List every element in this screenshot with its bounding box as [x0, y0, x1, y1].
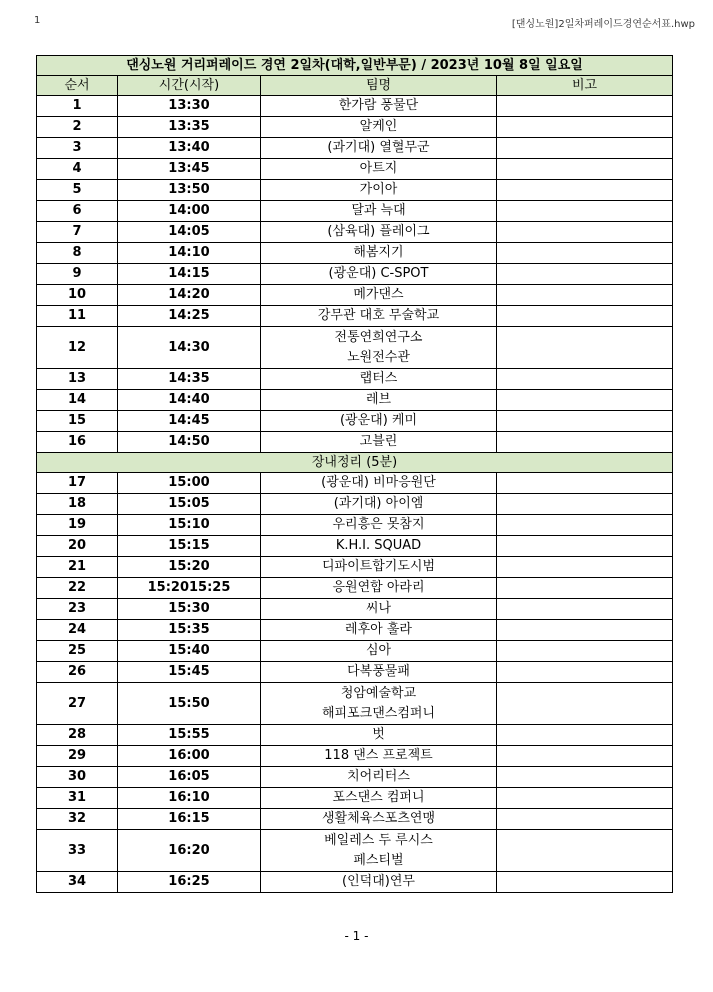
team-name: 포스댄스 컴퍼니 — [332, 790, 425, 805]
note-cell — [497, 746, 673, 767]
column-header-time: 시간(시작) — [118, 76, 261, 96]
schedule-table — [36, 55, 673, 893]
table-row — [37, 515, 673, 536]
note-cell — [497, 432, 673, 453]
team-name: 알케인 — [359, 119, 398, 134]
order-number: 15 — [37, 411, 118, 432]
start-time: 15:55 — [118, 725, 261, 746]
team-name-cell — [261, 180, 497, 201]
start-time: 15:10 — [118, 515, 261, 536]
order-number: 20 — [37, 536, 118, 557]
order-number: 10 — [37, 285, 118, 306]
table-row — [37, 159, 673, 180]
team-name: K.H.I. SQUAD — [335, 538, 422, 553]
team-name-cell — [261, 327, 497, 369]
team-name: 치어리터스 — [347, 769, 410, 784]
team-name-cell — [261, 578, 497, 599]
document-filename: [댄싱노원]2일차퍼레이드경연순서표.hwp — [511, 19, 695, 30]
team-name: 씨나 — [365, 601, 392, 616]
team-name-cell — [261, 201, 497, 222]
title-row — [37, 56, 673, 76]
column-header-note: 비고 — [497, 76, 673, 96]
table-row — [37, 411, 673, 432]
note-cell — [497, 390, 673, 411]
note-cell — [497, 578, 673, 599]
team-name-cell — [261, 557, 497, 578]
team-name-cell — [261, 746, 497, 767]
team-name: (광운대) 케미 — [339, 413, 418, 428]
team-name: 우리흥은 못참지 — [332, 517, 425, 532]
team-name: 페스티벌 — [353, 852, 404, 868]
table-row — [37, 138, 673, 159]
table-row — [37, 390, 673, 411]
team-name: (삼육대) 플레이그 — [327, 224, 430, 239]
team-name: 베일레스 두 루시스 — [324, 832, 433, 848]
note-cell — [497, 830, 673, 872]
team-name-cell — [261, 494, 497, 515]
table-row — [37, 809, 673, 830]
team-name-cell — [261, 432, 497, 453]
table-row — [37, 117, 673, 138]
team-name: 레후아 훌라 — [345, 622, 412, 637]
team-name: (과기대) 아이엠 — [333, 496, 424, 511]
column-header-team: 팀명 — [261, 76, 497, 96]
order-number: 12 — [37, 327, 118, 369]
order-number: 26 — [37, 662, 118, 683]
team-name-cell — [261, 872, 497, 893]
start-time: 13:35 — [118, 117, 261, 138]
table-row — [37, 243, 673, 264]
team-name-cell — [261, 138, 497, 159]
team-name-cell — [261, 515, 497, 536]
table-row — [37, 494, 673, 515]
start-time: 14:40 — [118, 390, 261, 411]
start-time: 16:25 — [118, 872, 261, 893]
team-name-cell — [261, 767, 497, 788]
team-name: 레브 — [365, 392, 392, 407]
note-cell — [497, 327, 673, 369]
order-number: 23 — [37, 599, 118, 620]
team-name-cell — [261, 243, 497, 264]
team-name: 벗 — [372, 727, 385, 742]
start-time: 15:30 — [118, 599, 261, 620]
note-cell — [497, 264, 673, 285]
start-time: 13:40 — [118, 138, 261, 159]
note-cell — [497, 788, 673, 809]
break-row — [37, 453, 673, 473]
team-name-cell — [261, 117, 497, 138]
team-name: 해피포크댄스컴퍼니 — [321, 705, 436, 721]
note-cell — [497, 369, 673, 390]
order-number: 22 — [37, 578, 118, 599]
table-row — [37, 578, 673, 599]
note-cell — [497, 725, 673, 746]
team-name-cell — [261, 683, 497, 725]
table-row — [37, 473, 673, 494]
order-number: 3 — [37, 138, 118, 159]
team-name: 강무관 대호 무술학교 — [317, 308, 440, 323]
order-number: 2 — [37, 117, 118, 138]
table-row — [37, 662, 673, 683]
note-cell — [497, 411, 673, 432]
column-header-row — [37, 76, 673, 96]
order-number: 19 — [37, 515, 118, 536]
team-name-cell — [261, 536, 497, 557]
team-name: 심아 — [365, 643, 392, 658]
team-name: (인덕대)연무 — [342, 874, 415, 889]
order-number: 29 — [37, 746, 118, 767]
start-time: 14:00 — [118, 201, 261, 222]
order-number: 28 — [37, 725, 118, 746]
team-name: 전통연희연구소 — [334, 329, 423, 345]
order-number: 31 — [37, 788, 118, 809]
team-name: 메가댄스 — [353, 287, 404, 302]
start-time: 14:45 — [118, 411, 261, 432]
team-name-cell — [261, 809, 497, 830]
order-number: 33 — [37, 830, 118, 872]
table-row — [37, 599, 673, 620]
table-row — [37, 432, 673, 453]
team-name-cell — [261, 473, 497, 494]
team-name-cell — [261, 96, 497, 117]
schedule-rows-part1 — [37, 96, 673, 453]
team-name: 118 댄스 프로젝트 — [324, 748, 433, 763]
start-time: 16:10 — [118, 788, 261, 809]
note-cell — [497, 683, 673, 725]
table-row — [37, 788, 673, 809]
team-name: 청암예술학교 — [340, 685, 417, 701]
team-name-cell — [261, 788, 497, 809]
order-number: 17 — [37, 473, 118, 494]
table-row — [37, 746, 673, 767]
order-number: 18 — [37, 494, 118, 515]
table-row — [37, 264, 673, 285]
team-name-cell — [261, 599, 497, 620]
start-time: 14:25 — [118, 306, 261, 327]
start-time: 13:50 — [118, 180, 261, 201]
note-cell — [497, 494, 673, 515]
note-cell — [497, 222, 673, 243]
team-name: (광운대) 비마응원단 — [321, 475, 436, 490]
order-number: 11 — [37, 306, 118, 327]
start-time: 16:20 — [118, 830, 261, 872]
table-title: 댄싱노원 거리퍼레이드 경연 2일차(대학,일반부문) / 2023년 10월 8일 일요일 — [37, 56, 673, 76]
team-name-cell — [261, 620, 497, 641]
order-number: 32 — [37, 809, 118, 830]
team-name: 가이아 — [359, 182, 398, 197]
team-name: 달과 늑대 — [351, 203, 406, 218]
team-name: 응원연합 아라리 — [332, 580, 425, 595]
order-number: 4 — [37, 159, 118, 180]
start-time: 16:05 — [118, 767, 261, 788]
note-cell — [497, 536, 673, 557]
start-time: 15:00 — [118, 473, 261, 494]
table-row — [37, 285, 673, 306]
start-time: 15:15 — [118, 536, 261, 557]
table-row — [37, 369, 673, 390]
note-cell — [497, 473, 673, 494]
table-row — [37, 201, 673, 222]
start-time: 14:15 — [118, 264, 261, 285]
order-number: 14 — [37, 390, 118, 411]
start-time: 15:50 — [118, 683, 261, 725]
start-time: 14:30 — [118, 327, 261, 369]
note-cell — [497, 599, 673, 620]
table-row — [37, 96, 673, 117]
team-name: 디파이트합기도시범 — [321, 559, 436, 574]
order-number: 8 — [37, 243, 118, 264]
note-cell — [497, 243, 673, 264]
order-number: 25 — [37, 641, 118, 662]
table-row — [37, 536, 673, 557]
order-number: 6 — [37, 201, 118, 222]
order-number: 30 — [37, 767, 118, 788]
page-footer: - 1 - — [344, 929, 369, 943]
team-name-cell — [261, 264, 497, 285]
note-cell — [497, 557, 673, 578]
start-time: 13:45 — [118, 159, 261, 180]
note-cell — [497, 620, 673, 641]
team-name: 생활체육스포츠연맹 — [321, 811, 436, 826]
start-time: 14:10 — [118, 243, 261, 264]
break-label: 장내정리 (5분) — [37, 453, 673, 473]
start-time: 15:45 — [118, 662, 261, 683]
order-number: 21 — [37, 557, 118, 578]
start-time: 13:30 — [118, 96, 261, 117]
table-row — [37, 872, 673, 893]
column-header-order: 순서 — [37, 76, 118, 96]
start-time: 14:20 — [118, 285, 261, 306]
start-time: 14:50 — [118, 432, 261, 453]
team-name: 노원전수관 — [347, 349, 410, 365]
page-number-header: 1 — [34, 15, 41, 26]
order-number: 27 — [37, 683, 118, 725]
note-cell — [497, 767, 673, 788]
order-number: 7 — [37, 222, 118, 243]
note-cell — [497, 641, 673, 662]
team-name: (과기대) 열혈무군 — [327, 140, 430, 155]
start-time: 15:2015:25 — [118, 578, 261, 599]
table-row — [37, 222, 673, 243]
note-cell — [497, 285, 673, 306]
team-name-cell — [261, 830, 497, 872]
team-name: 한가람 풍물단 — [338, 98, 419, 113]
note-cell — [497, 306, 673, 327]
team-name: 고블린 — [359, 434, 398, 449]
table-row — [37, 180, 673, 201]
team-name-cell — [261, 285, 497, 306]
team-name-cell — [261, 222, 497, 243]
table-row — [37, 767, 673, 788]
team-name-cell — [261, 369, 497, 390]
note-cell — [497, 159, 673, 180]
team-name-cell — [261, 159, 497, 180]
table-row — [37, 620, 673, 641]
team-name-cell — [261, 725, 497, 746]
order-number: 24 — [37, 620, 118, 641]
note-cell — [497, 117, 673, 138]
start-time: 15:05 — [118, 494, 261, 515]
start-time: 15:35 — [118, 620, 261, 641]
order-number: 9 — [37, 264, 118, 285]
start-time: 15:40 — [118, 641, 261, 662]
start-time: 14:05 — [118, 222, 261, 243]
note-cell — [497, 872, 673, 893]
order-number: 34 — [37, 872, 118, 893]
order-number: 13 — [37, 369, 118, 390]
table-row — [37, 306, 673, 327]
note-cell — [497, 138, 673, 159]
team-name-cell — [261, 390, 497, 411]
note-cell — [497, 662, 673, 683]
note-cell — [497, 96, 673, 117]
break-section — [37, 453, 673, 473]
table-row — [37, 327, 673, 369]
team-name: 랩터스 — [359, 371, 398, 386]
team-name: (광운대) C-SPOT — [328, 266, 429, 281]
table-row — [37, 557, 673, 578]
team-name-cell — [261, 306, 497, 327]
note-cell — [497, 515, 673, 536]
note-cell — [497, 180, 673, 201]
schedule-rows-part2 — [37, 473, 673, 893]
table-row — [37, 641, 673, 662]
order-number: 16 — [37, 432, 118, 453]
start-time: 15:20 — [118, 557, 261, 578]
team-name: 아트지 — [359, 161, 398, 176]
note-cell — [497, 809, 673, 830]
team-name-cell — [261, 641, 497, 662]
order-number: 5 — [37, 180, 118, 201]
table-row — [37, 830, 673, 872]
table-row — [37, 725, 673, 746]
start-time: 16:15 — [118, 809, 261, 830]
note-cell — [497, 201, 673, 222]
order-number: 1 — [37, 96, 118, 117]
team-name-cell — [261, 662, 497, 683]
start-time: 14:35 — [118, 369, 261, 390]
team-name: 해봄지기 — [353, 245, 404, 260]
table-row — [37, 683, 673, 725]
start-time: 16:00 — [118, 746, 261, 767]
team-name: 다복풍물패 — [347, 664, 410, 679]
team-name-cell — [261, 411, 497, 432]
